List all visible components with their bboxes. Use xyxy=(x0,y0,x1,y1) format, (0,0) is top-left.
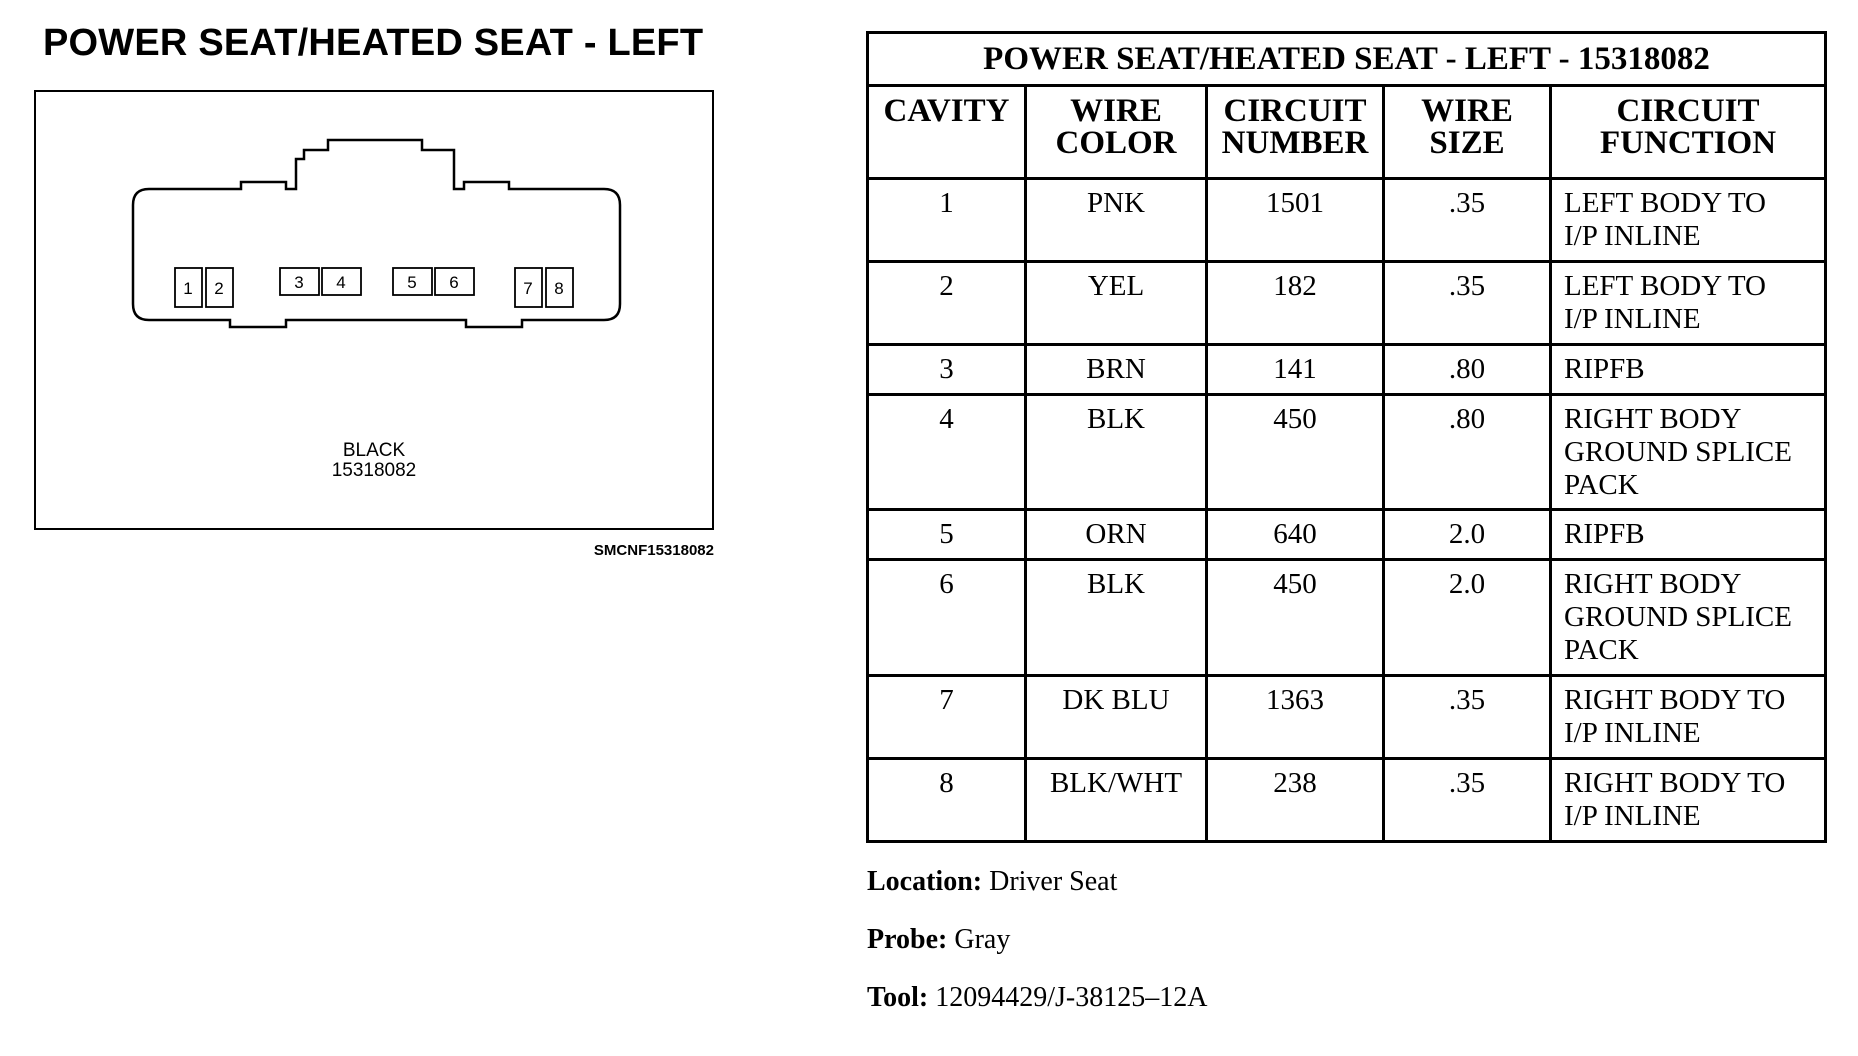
tool-value: 12094429/J-38125–12A xyxy=(935,982,1208,1013)
function-line: I/P INLINE xyxy=(1564,717,1701,749)
circuit-number-cell: 1501 xyxy=(1207,179,1384,262)
cavity-cell: 1 xyxy=(868,179,1026,262)
header-text: COLOR xyxy=(1055,125,1177,161)
table-row xyxy=(868,510,1826,560)
wire-color-cell: PNK xyxy=(1026,179,1207,262)
tool-line xyxy=(867,982,1207,1014)
table-row xyxy=(868,395,1826,510)
table-row xyxy=(868,676,1826,759)
function-line: LEFT BODY TO xyxy=(1564,270,1766,302)
cavity-cell: 5 xyxy=(868,510,1026,560)
pin-label: 5 xyxy=(407,273,417,292)
circuit-function-cell xyxy=(1551,262,1826,345)
location-value: Driver Seat xyxy=(989,866,1118,897)
header-circuit-number xyxy=(1207,86,1384,179)
circuit-function-cell xyxy=(1551,676,1826,759)
pinout-table xyxy=(866,31,1827,843)
header-circuit-function xyxy=(1551,86,1826,179)
circuit-number-cell: 1363 xyxy=(1207,676,1384,759)
pin-label: 4 xyxy=(336,273,346,292)
header-text: WIRE xyxy=(1070,93,1162,129)
pin-label: 7 xyxy=(523,279,533,298)
function-line: RIPFB xyxy=(1564,353,1645,385)
probe-line xyxy=(867,924,1010,956)
circuit-number-cell: 182 xyxy=(1207,262,1384,345)
pin-label: 6 xyxy=(449,273,459,292)
circuit-function-cell xyxy=(1551,395,1826,510)
probe-label: Probe: xyxy=(867,924,948,955)
circuit-function-cell xyxy=(1551,560,1826,676)
function-line: LEFT BODY TO xyxy=(1564,187,1766,219)
cavity-cell: 7 xyxy=(868,676,1026,759)
function-line: GROUND SPLICE xyxy=(1564,436,1792,468)
wire-color-cell: DK BLU xyxy=(1026,676,1207,759)
probe-value: Gray xyxy=(954,924,1011,955)
wire-size-cell: 2.0 xyxy=(1384,560,1551,676)
table-row xyxy=(868,345,1826,395)
circuit-number-cell: 238 xyxy=(1207,759,1384,842)
table-title: POWER SEAT/HEATED SEAT - LEFT - 15318082 xyxy=(868,33,1826,86)
wire-color-cell: BRN xyxy=(1026,345,1207,395)
connector-diagram xyxy=(34,90,714,530)
header-wire-size xyxy=(1384,86,1551,179)
table-body xyxy=(868,179,1826,842)
function-line: GROUND SPLICE xyxy=(1564,601,1792,633)
pin-label: 2 xyxy=(214,279,224,298)
location-line xyxy=(867,866,1117,898)
connector-part-number: 15318082 xyxy=(331,460,417,481)
wire-color-cell: BLK xyxy=(1026,395,1207,510)
circuit-number-cell: 141 xyxy=(1207,345,1384,395)
pin-label: 1 xyxy=(183,279,193,298)
pin-label: 3 xyxy=(294,273,304,292)
circuit-number-cell: 450 xyxy=(1207,560,1384,676)
header-text: CIRCUIT xyxy=(1616,93,1760,129)
function-line: I/P INLINE xyxy=(1564,303,1701,335)
header-text: WIRE xyxy=(1421,93,1513,129)
header-cavity xyxy=(868,86,1026,179)
pin-label: 8 xyxy=(554,279,564,298)
circuit-number-cell: 450 xyxy=(1207,395,1384,510)
wire-color-cell: YEL xyxy=(1026,262,1207,345)
diagram-title: POWER SEAT/HEATED SEAT - LEFT xyxy=(43,22,704,64)
cavity-cell: 2 xyxy=(868,262,1026,345)
circuit-function-cell xyxy=(1551,179,1826,262)
wire-size-cell: .35 xyxy=(1384,179,1551,262)
table-row xyxy=(868,560,1826,676)
circuit-function-cell xyxy=(1551,759,1826,842)
figure-id: SMCNF15318082 xyxy=(593,542,714,559)
function-line: I/P INLINE xyxy=(1564,800,1701,832)
cavity-cell: 3 xyxy=(868,345,1026,395)
pin-group xyxy=(175,268,573,307)
cavity-cell: 4 xyxy=(868,395,1026,510)
table-row xyxy=(868,759,1826,842)
table-row xyxy=(868,179,1826,262)
cavity-cell: 8 xyxy=(868,759,1026,842)
wire-size-cell: .80 xyxy=(1384,395,1551,510)
header-text: CIRCUIT xyxy=(1223,93,1367,129)
circuit-number-cell: 640 xyxy=(1207,510,1384,560)
wire-color-cell: ORN xyxy=(1026,510,1207,560)
header-wire-color xyxy=(1026,86,1207,179)
function-line: RIGHT BODY TO xyxy=(1564,767,1786,799)
connector-color-label: BLACK xyxy=(342,440,406,461)
function-line: RIGHT BODY xyxy=(1564,568,1742,600)
table-row xyxy=(868,262,1826,345)
function-line: PACK xyxy=(1564,634,1639,666)
function-line: RIGHT BODY TO xyxy=(1564,684,1786,716)
header-text: FUNCTION xyxy=(1600,125,1777,161)
wire-color-cell: BLK xyxy=(1026,560,1207,676)
circuit-function-cell xyxy=(1551,345,1826,395)
circuit-function-cell xyxy=(1551,510,1826,560)
location-label: Location: xyxy=(867,866,983,897)
wire-size-cell: .35 xyxy=(1384,759,1551,842)
wire-size-cell: 2.0 xyxy=(1384,510,1551,560)
cavity-cell: 6 xyxy=(868,560,1026,676)
function-line: RIPFB xyxy=(1564,518,1645,550)
header-text: CAVITY xyxy=(883,93,1010,129)
wire-size-cell: .35 xyxy=(1384,676,1551,759)
header-text: SIZE xyxy=(1429,125,1505,161)
tool-label: Tool: xyxy=(867,982,929,1013)
function-line: RIGHT BODY xyxy=(1564,403,1742,435)
function-line: PACK xyxy=(1564,469,1639,501)
function-line: I/P INLINE xyxy=(1564,220,1701,252)
wire-size-cell: .80 xyxy=(1384,345,1551,395)
wire-size-cell: .35 xyxy=(1384,262,1551,345)
header-text: NUMBER xyxy=(1221,125,1369,161)
wire-color-cell: BLK/WHT xyxy=(1026,759,1207,842)
